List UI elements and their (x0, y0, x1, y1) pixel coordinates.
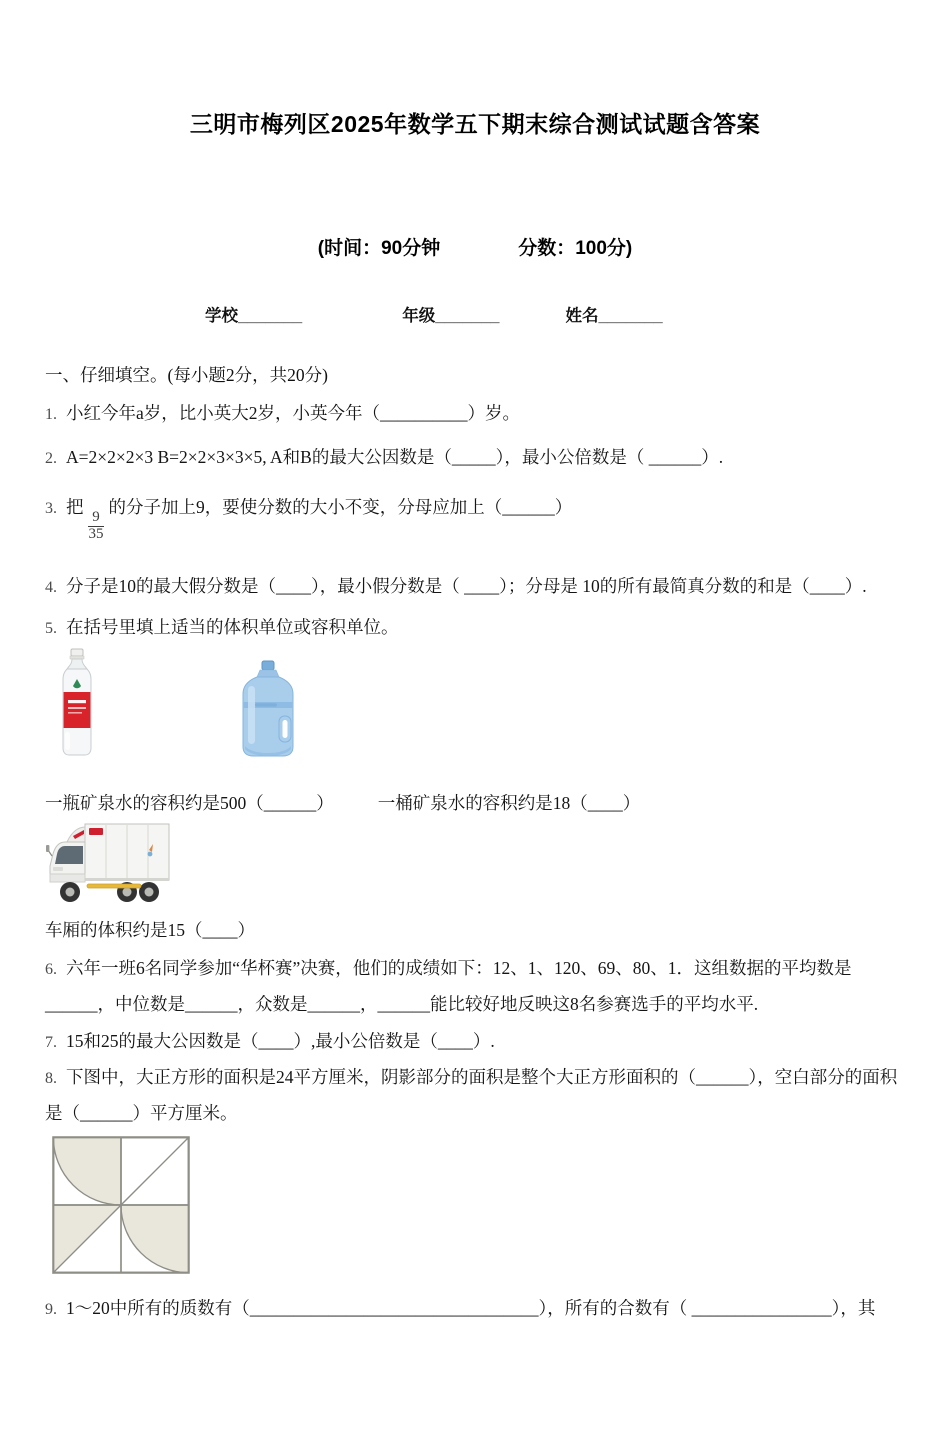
grade-field: 年级_______ (402, 307, 500, 325)
water-bottle-image (45, 648, 109, 758)
question-3-number: 3. (45, 500, 57, 517)
question-2-number: 2. (45, 450, 57, 467)
question-8-number: 8. (45, 1069, 57, 1087)
student-info-line (45, 302, 905, 326)
truck-image (45, 820, 173, 906)
question-9 (45, 1295, 905, 1323)
question-2-text: A=2×2×2×3 B=2×2×3×3×5, A和B的最大公因数是（_____），最小公倍数是（ ______）. (66, 447, 724, 467)
question-6-text: 六年一班6名同学参加“华杯赛”决赛，他们的成绩如下：12、1、120、69、80、1．这组数据的平均数是______，中位数是______，众数是______，______能比较好地反映这8名参赛选手的平均水平. (45, 957, 852, 1014)
name-field: 姓名_______ (565, 307, 663, 325)
fraction-denominator: 35 (88, 525, 104, 542)
square-figure-row (51, 1136, 905, 1279)
score-label: 分数：100分) (518, 238, 633, 259)
page-title: 三明市梅列区2025年数学五下期末综合测试试题含答案 (189, 111, 761, 137)
question-3 (45, 494, 905, 543)
question-6-number: 6. (45, 960, 57, 978)
question-9-number: 9. (45, 1300, 57, 1318)
truck-image-row (45, 820, 905, 911)
bottle-caption: 一瓶矿泉水的容积约是500（______） (45, 792, 334, 813)
question-8-text: 下图中，大正方形的面积是24平方厘米，阴影部分的面积是整个大正方形面积的（______），空白部分的面积是（______）平方厘米。 (45, 1066, 898, 1123)
question-1-text: 小红今年a岁，比小英大2岁，小英今年（__________）岁。 (66, 403, 521, 423)
school-field: 学校_______ (205, 307, 303, 325)
question-4-text: 分子是10的最大假分数是（____），最小假分数是（ ____）；分母是 10的所有最简真分数的和是（____）. (66, 575, 867, 596)
question-2 (45, 444, 905, 472)
question-7-text: 15和25的最大公因数是（____）,最小公倍数是（____）. (66, 1030, 495, 1051)
question-1 (45, 400, 905, 428)
question-5-text: 在括号里填上适当的体积单位或容积单位。 (66, 616, 399, 637)
truck-caption: 车厢的体积约是15（____） (45, 919, 255, 940)
shaded-square-figure (51, 1136, 191, 1274)
question-7 (45, 1028, 905, 1056)
question-9-text: 1～20中所有的质数有（_________________________________），所有的合数有（ ________________），其 (66, 1297, 876, 1318)
question-4-number: 4. (45, 578, 57, 596)
time-score-line (45, 233, 905, 260)
question-3-suffix: 的分子加上9，要使分数的大小不变，分母应加上（______） (108, 497, 573, 517)
fraction-numerator: 9 (88, 510, 104, 527)
question-5-number: 5. (45, 619, 57, 637)
question-6 (45, 951, 905, 1022)
jug-caption: 一桶矿泉水的容积约是18（____） (377, 792, 641, 813)
section-1-heading: 一、仔细填空。(每小题2分，共20分) (45, 365, 328, 385)
exam-page (0, 106, 950, 1323)
question-3-prefix: 把 (66, 497, 84, 517)
volume-images-row (45, 648, 905, 758)
time-label: (时间：90分钟 (317, 238, 441, 259)
question-5 (45, 614, 905, 642)
volume-captions-row (45, 790, 905, 816)
question-4 (45, 573, 905, 601)
question-8 (45, 1060, 905, 1130)
question-7-number: 7. (45, 1033, 57, 1051)
fraction-9-35 (88, 510, 105, 543)
water-jug-image (235, 660, 301, 758)
question-1-number: 1. (45, 406, 57, 423)
